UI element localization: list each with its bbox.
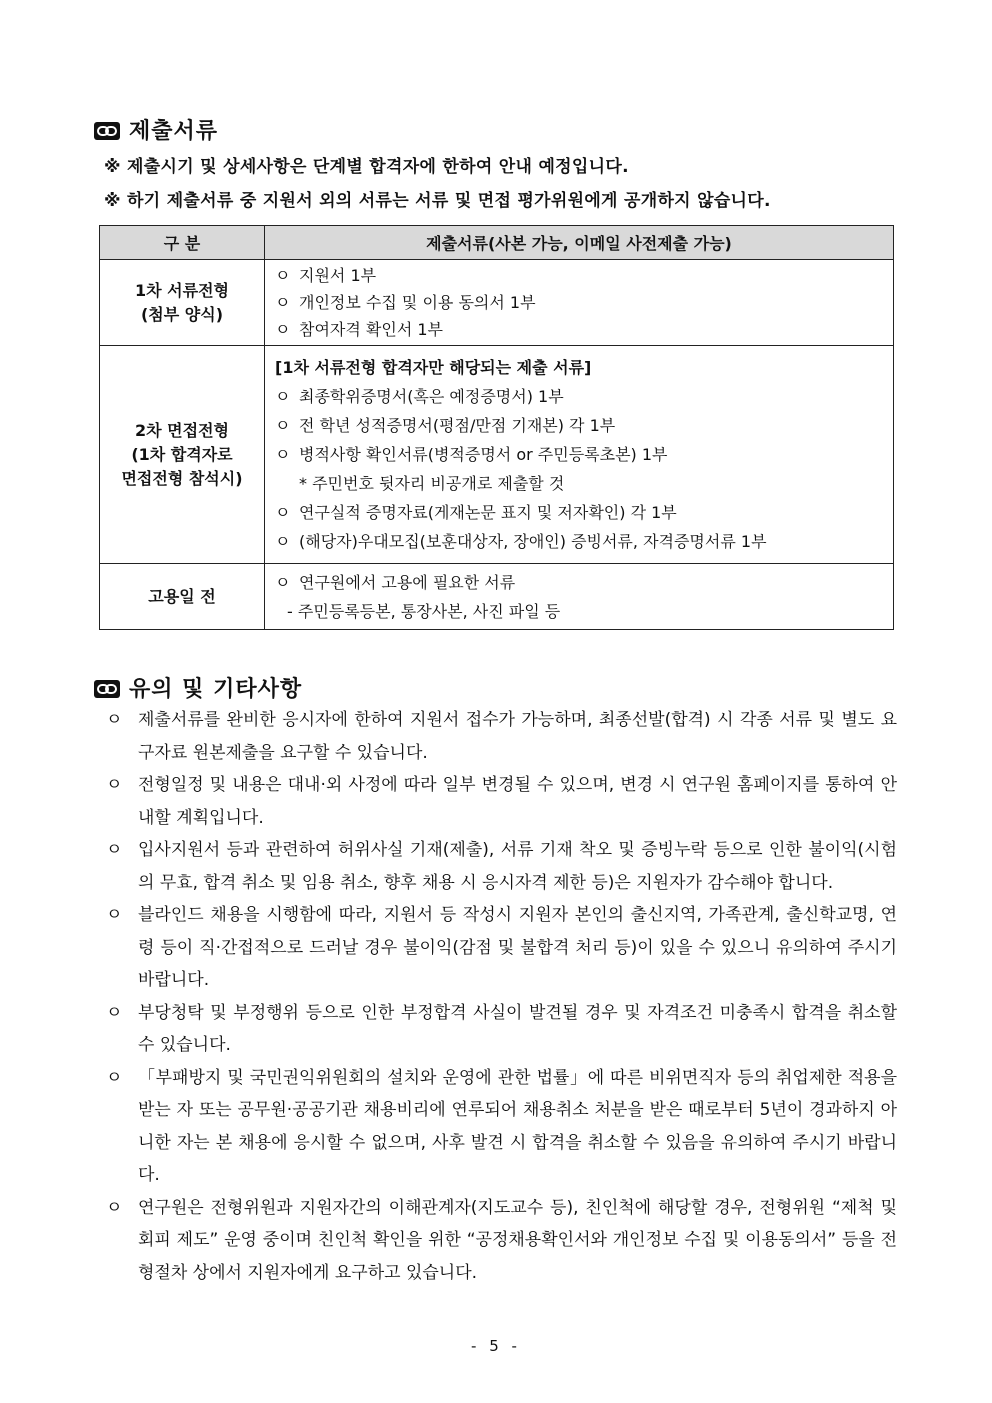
list-item: ㅇ 최종학위증명서(혹은 예정증명서) 1부 (275, 387, 564, 406)
notes-list (104, 704, 897, 1289)
list-item-note: * 주민번호 뒷자리 비공개로 제출할 것 (299, 474, 565, 493)
list-item: ㅇ 연구원에서 고용에 필요한 서류 (275, 572, 516, 592)
table-row (100, 346, 894, 564)
documents-cell (265, 564, 894, 630)
list-item: ㅇ 참여자격 확인서 1부 (275, 320, 443, 339)
table-row (100, 564, 894, 630)
category-label: 2차 면접전형 (135, 420, 229, 440)
category-sublabel: 면접전형 참석시) (121, 468, 243, 488)
category-label: 1차 서류전형 (135, 280, 229, 300)
notice-line: ※ 하기 제출서류 중 지원서 외의 서류는 서류 및 면접 평가위원에게 공개하지 않습니다. (104, 191, 771, 211)
table-row (100, 260, 894, 346)
list-item: ㅇ 입사지원서 등과 관련하여 허위사실 기재(제출), 서류 기재 착오 및 증빙누락 등으로 인한 불이익(시험의 무효, 합격 취소 및 임용 취소, 향후 채용 시 응시자격 제한 등)은 지원자가 감수해야 합니다. (106, 840, 897, 893)
documents-subheading: [1차 서류전형 합격자만 해당되는 제출 서류] (275, 358, 592, 377)
list-item: ㅇ 제출서류를 완비한 응시자에 한하여 지원서 접수가 가능하며, 최종선발(합격) 시 각종 서류 및 별도 요구자료 원본제출을 요구할 수 있습니다. (106, 710, 897, 763)
section-title: 유의 및 기타사항 (129, 677, 303, 702)
category-label: 고용일 전 (148, 586, 216, 606)
list-item: ㅇ 개인정보 수집 및 이용 동의서 1부 (275, 293, 536, 312)
table-header-row (100, 226, 894, 260)
page-number: - 5 - (471, 1337, 521, 1355)
list-item: ㅇ (해당자)우대모집(보훈대상자, 장애인) 증빙서류, 자격증명서류 1부 (275, 532, 767, 551)
documents-cell (265, 346, 894, 564)
list-item: ㅇ 전 학년 성적증명서(평점/만점 기재본) 각 1부 (275, 416, 616, 435)
header-category: 구 분 (100, 226, 265, 260)
section-heading-documents (94, 114, 218, 145)
list-item: ㅇ 지원서 1부 (275, 266, 377, 285)
category-cell (100, 260, 265, 346)
list-item-note: - 주민등록등본, 통장사본, 사진 파일 등 (287, 601, 561, 621)
notice-line: ※ 제출시기 및 상세사항은 단계별 합격자에 한하여 안내 예정입니다. (104, 157, 629, 177)
list-item: ㅇ 연구실적 증명자료(게재논문 표지 및 저자확인) 각 1부 (275, 503, 677, 522)
list-item: ㅇ 부당청탁 및 부정행위 등으로 인한 부정합격 사실이 발견될 경우 및 자격조건 미충족시 합격을 취소할 수 있습니다. (106, 1002, 897, 1055)
list-item: ㅇ 블라인드 채용을 시행함에 따라, 지원서 등 작성시 지원자 본인의 출신지역, 가족관계, 출신학교명, 연령 등이 직·간접적으로 드러날 경우 불이익(감점 및 불합격 처리 등)이 있을 수 있으니 유의하여 주시기 바랍니다. (106, 905, 897, 990)
documents-cell (265, 260, 894, 346)
list-item: ㅇ 전형일정 및 내용은 대내·외 사정에 따라 일부 변경될 수 있으며, 변경 시 연구원 홈페이지를 통하여 안내할 계획입니다. (106, 775, 897, 828)
list-item: ㅇ 「부패방지 및 국민권익위원회의 설치와 운영에 관한 법률」에 따른 비위면직자 등의 취업제한 적용을 받는 자 또는 공무원·공공기관 채용비리에 연루되어 채용취소 처분을 받은 때로부터 5년이 경과하지 아니한 자는 본 채용에 응시할 수 없으며, 사후 발견 시 합격을 취소할 수 있음을 유의하여 주시기 바랍니다. (106, 1067, 897, 1185)
category-sublabel: (첨부 양식) (140, 304, 224, 324)
header-documents: 제출서류(사본 가능, 이메일 사전제출 가능) (265, 226, 894, 260)
section-title: 제출서류 (129, 119, 219, 144)
link-icon (94, 679, 120, 697)
category-cell (100, 564, 265, 630)
category-cell (100, 346, 265, 564)
list-item: ㅇ 병적사항 확인서류(병적증명서 or 주민등록초본) 1부 (275, 445, 668, 464)
documents-table (99, 225, 894, 630)
section-heading-notes (94, 672, 302, 703)
category-sublabel: (1차 합격자로 (131, 444, 233, 464)
list-item: ㅇ 연구원은 전형위원과 지원자간의 이해관계자(지도교수 등), 친인척에 해당할 경우, 전형위원 “제척 및 회피 제도” 운영 중이며 친인척 확인을 위한 “공정채용확인서와 개인정보 수집 및 이용동의서” 등을 전형절차 상에서 지원자에게 요구하고 있습니다. (106, 1197, 897, 1283)
link-icon (94, 121, 120, 139)
